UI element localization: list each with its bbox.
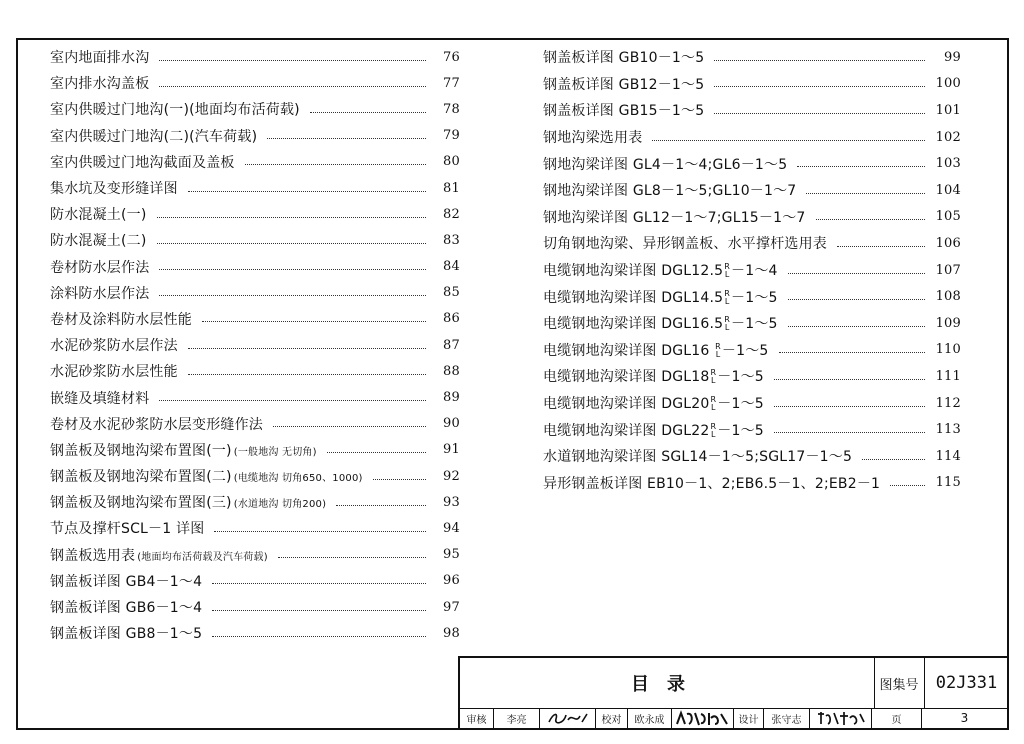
toc-entry [50, 515, 460, 541]
toc-entry [543, 177, 961, 204]
page-label: 页 [872, 708, 922, 728]
toc-entry [50, 384, 460, 410]
check-signature-icon [675, 710, 731, 727]
toc-entry [543, 150, 961, 177]
fraction-top: R [724, 262, 731, 272]
toc-entry-title [50, 414, 263, 434]
toc-entry-page: 96 [443, 573, 460, 589]
toc-entry-page: 104 [935, 182, 961, 198]
toc-entry-title [543, 207, 806, 227]
check-label: 校对 [596, 708, 628, 728]
toc-entry-page: 81 [443, 180, 460, 196]
toc-entry-title [50, 597, 202, 617]
toc-entry [50, 149, 460, 175]
toc-entry-title-suffix: －1～5 [731, 289, 778, 306]
toc-entry-title [50, 309, 192, 329]
toc-entry-title-text: 钢盖板详图 GB15－1～5 [543, 103, 705, 120]
toc-entry-title-text: 水泥砂浆防水层性能 [50, 364, 178, 381]
toc-entry-title-text: 涂料防水层作法 [50, 285, 150, 302]
dot-leader [837, 246, 925, 247]
toc-entry-title [50, 492, 326, 512]
toc-entry-title-suffix: －1～5 [717, 396, 764, 413]
toc-entry-title [50, 152, 235, 172]
toc-entry-title-suffix: －1～5 [721, 342, 769, 359]
toc-entry-note: (水道地沟 切角200) [233, 499, 327, 511]
toc-entry-title-text: 钢盖板详图 GB4－1～4 [50, 573, 203, 590]
toc-entry-page: 77 [443, 75, 460, 91]
toc-entry-title-text: 电缆钢地沟梁详图 DGL18 [543, 369, 710, 386]
toc-entry-title [543, 180, 796, 200]
review-signature-icon [546, 710, 590, 726]
toc-entry-title-text: 电缆钢地沟梁详图 DGL16.5 [543, 316, 724, 333]
design-label: 设计 [734, 708, 764, 728]
toc-entry-title-text: 防水混凝土(二) [50, 233, 147, 250]
review-label: 审核 [460, 708, 494, 728]
toc-entry-page: 88 [443, 363, 460, 379]
dot-leader [890, 485, 925, 486]
toc-entry-title [543, 393, 764, 413]
dot-leader [214, 531, 426, 532]
dot-leader [652, 140, 925, 141]
check-name: 欧永成 [628, 708, 672, 728]
check-signature [672, 708, 734, 728]
toc-entry [50, 280, 460, 306]
design-signature [810, 708, 872, 728]
toc-entry-title-text: 室内排水沟盖板 [50, 76, 150, 93]
toc-entry [50, 620, 460, 646]
toc-entry [543, 283, 961, 310]
toc-entry-title [50, 283, 149, 303]
toc-entry-note: (地面均布活荷载及汽车荷载) [137, 551, 268, 563]
atlas-number: 02J331 [935, 673, 998, 693]
fraction-top: R [724, 315, 731, 325]
fraction-bottom: L [724, 296, 730, 306]
toc-entry-page: 86 [443, 311, 460, 327]
toc-entry-title [543, 473, 880, 493]
dot-leader [212, 583, 426, 584]
rl-fraction [724, 263, 730, 279]
toc-entry-title-text: 钢盖板选用表 [50, 547, 136, 564]
dot-leader [159, 60, 426, 61]
toc-entry-title [50, 99, 300, 119]
toc-entry [50, 489, 460, 515]
fraction-bottom: L [711, 403, 716, 413]
toc-entry-title-text: 室内供暖过门地沟(一)(地面均布活荷载) [50, 102, 300, 119]
fraction-bottom: L [724, 270, 730, 280]
toc-entry-title [50, 335, 178, 355]
dot-leader [212, 610, 426, 611]
page-number: 3 [960, 711, 969, 725]
title-block-signature-row [460, 708, 1007, 728]
toc-entry-title-text: 电缆钢地沟梁详图 DGL16 [543, 342, 715, 359]
fraction-bottom: L [715, 349, 721, 359]
toc-entry-page: 95 [443, 547, 460, 563]
toc-entry-page: 113 [935, 422, 961, 438]
toc-entry-title [50, 571, 202, 591]
dot-leader [157, 243, 426, 244]
dot-leader [188, 348, 426, 349]
toc-entry-title-text: 电缆钢地沟梁详图 DGL22 [543, 422, 710, 439]
toc-entry-title-text: 卷材防水层作法 [50, 259, 150, 276]
toc-entry-title-text: 钢盖板详图 GB6－1～4 [50, 600, 203, 617]
review-signature [540, 708, 596, 728]
toc-entry-page: 109 [935, 315, 961, 331]
fraction-top: R [710, 368, 717, 378]
review-name: 李亮 [494, 708, 540, 728]
toc-entry [50, 96, 460, 122]
toc-entry-title-text: 室内供暖过门地沟(二)(汽车荷载) [50, 128, 258, 145]
toc-entry-title [543, 446, 852, 466]
toc-entry-title [50, 47, 149, 67]
toc-entry [543, 337, 961, 364]
dot-leader [188, 374, 426, 375]
toc-entry-title-text: 防水混凝土(一) [50, 207, 147, 224]
toc-entry-page: 82 [443, 206, 460, 222]
toc-entry-page: 78 [443, 101, 460, 117]
dot-leader [714, 113, 925, 114]
toc-entry [543, 443, 961, 470]
dot-leader [157, 217, 426, 218]
title-block [458, 656, 1009, 730]
toc-entry-title [50, 388, 149, 408]
dot-leader [714, 86, 925, 87]
toc-entry-page: 105 [935, 209, 961, 225]
dot-leader [212, 636, 426, 637]
toc-entry-title-text: 电缆钢地沟梁详图 DGL20 [543, 396, 710, 413]
dot-leader [779, 352, 925, 353]
toc-entry-title [50, 623, 202, 643]
toc-entry-title-suffix: －1～4 [731, 263, 778, 280]
rl-fraction [711, 369, 717, 385]
dot-leader [336, 505, 426, 506]
toc-entry [543, 124, 961, 151]
toc-entry-title-text: 切角钢地沟梁、异形钢盖板、水平撑杆选用表 [543, 236, 827, 253]
toc-entry [50, 463, 460, 489]
dot-leader [774, 406, 925, 407]
toc-entry-title-text: 室内地面排水沟 [50, 50, 150, 67]
toc-entry-page: 87 [443, 337, 460, 353]
dot-leader [714, 60, 925, 61]
toc-entry [543, 257, 961, 284]
title-block-top-row [460, 658, 1007, 709]
toc-entry [50, 542, 460, 568]
toc-entry-title-text: 水道钢地沟梁详图 SGL14－1～5;SGL17－1～5 [543, 449, 853, 466]
toc-entry-title [50, 126, 257, 146]
dot-leader [273, 426, 426, 427]
toc-entry-page: 99 [944, 49, 961, 65]
toc-entry-title-text: 钢盖板及钢地沟梁布置图(二) [50, 469, 232, 486]
toc-entry-title [50, 257, 149, 277]
toc-entry-page: 83 [443, 232, 460, 248]
dot-leader [797, 166, 925, 167]
toc-entry [543, 44, 961, 71]
toc-entry-title [543, 233, 827, 253]
toc-entry-title-text: 电缆钢地沟梁详图 DGL12.5 [543, 263, 724, 280]
fraction-top: R [715, 341, 721, 351]
toc-entry-title-text: 卷材及水泥砂浆防水层变形缝作法 [50, 416, 263, 433]
atlas-number-label: 图集号 [874, 658, 925, 708]
toc-entry-title [50, 204, 147, 224]
toc-entry-page: 80 [443, 154, 460, 170]
dot-leader [310, 112, 426, 113]
dot-leader [774, 432, 925, 433]
toc-entry-title-text: 水泥砂浆防水层作法 [50, 338, 178, 355]
toc-entry-page: 106 [935, 235, 961, 251]
toc-entry-title-text: 节点及撑杆SCL－1 详图 [50, 521, 205, 538]
dot-leader [188, 191, 426, 192]
toc-entry-title-text: 钢盖板及钢地沟梁布置图(一) [50, 442, 232, 459]
toc-entry-title [50, 178, 178, 198]
toc-entry-title-text: 室内供暖过门地沟截面及盖板 [50, 154, 235, 171]
dot-leader [159, 400, 426, 401]
toc-entry-page: 92 [443, 468, 460, 484]
toc-entry-title [50, 230, 147, 250]
toc-entry [543, 390, 961, 417]
toc-entry-page: 84 [443, 259, 460, 275]
toc-entry-title [543, 340, 769, 360]
dot-leader [278, 557, 426, 558]
design-name: 张守志 [764, 708, 810, 728]
toc-entry-title [50, 545, 268, 565]
toc-entry-title [543, 74, 704, 94]
toc-entry-title-suffix: －1～5 [731, 316, 778, 333]
toc-entry-page: 108 [935, 289, 961, 305]
dot-leader [159, 269, 426, 270]
toc-entry [50, 201, 460, 227]
toc-entry-page: 76 [443, 49, 460, 65]
toc-entry [50, 437, 460, 463]
toc-entry-title-text: 钢地沟梁详图 GL8－1～5;GL10－1～7 [543, 183, 797, 200]
toc-entry-title [50, 440, 317, 460]
toc-entry-title-suffix: －1～5 [717, 369, 764, 386]
toc-entry [50, 306, 460, 332]
toc-entry-title [543, 127, 642, 147]
toc-entry-title-text: 钢盖板详图 GB12－1～5 [543, 76, 705, 93]
toc-entry [50, 227, 460, 253]
toc-entry-title-text: 异形钢盖板详图 EB10－1、2;EB6.5－1、2;EB2－1 [543, 475, 881, 492]
toc-entry-page: 112 [935, 395, 961, 411]
toc-entry-note: (电缆地沟 切角650、1000) [233, 473, 363, 485]
sheet-title: 目录 [460, 658, 875, 708]
toc-entry-page: 115 [935, 475, 961, 491]
toc-entry-page: 110 [935, 342, 961, 358]
toc-entry-title-suffix: －1～5 [717, 422, 764, 439]
dot-leader [159, 86, 426, 87]
toc-entry [543, 230, 961, 257]
dot-leader [816, 219, 925, 220]
toc-entry [50, 70, 460, 96]
toc-left-column [50, 44, 460, 646]
fraction-top: R [724, 288, 731, 298]
toc-entry-page: 90 [443, 416, 460, 432]
toc-entry-title [543, 260, 778, 280]
toc-entry [50, 254, 460, 280]
toc-entry [543, 204, 961, 231]
fraction-bottom: L [711, 429, 716, 439]
toc-entry-title-text: 电缆钢地沟梁详图 DGL14.5 [543, 289, 724, 306]
toc-entry [543, 470, 961, 497]
toc-entry-title [50, 466, 363, 486]
dot-leader [373, 479, 426, 480]
toc-entry [50, 358, 460, 384]
dot-leader [788, 326, 925, 327]
toc-entry-page: 89 [443, 390, 460, 406]
toc-entry-page: 79 [443, 128, 460, 144]
fraction-top: R [710, 395, 717, 405]
toc-entry [50, 123, 460, 149]
fraction-top: R [710, 421, 717, 431]
toc-entry-title [543, 366, 764, 386]
toc-entry-page: 107 [935, 262, 961, 278]
toc-entry-title [50, 518, 204, 538]
toc-entry-title [50, 361, 178, 381]
toc-entry-page: 100 [935, 76, 961, 92]
toc-entry [50, 332, 460, 358]
dot-leader [327, 452, 426, 453]
toc-entry-page: 94 [443, 520, 460, 536]
toc-entry-page: 114 [935, 448, 961, 464]
rl-fraction [711, 423, 717, 439]
toc-entry-title-text: 钢地沟梁详图 GL12－1～7;GL15－1～7 [543, 209, 806, 226]
toc-entry-page: 85 [443, 285, 460, 301]
toc-entry-page: 101 [935, 102, 961, 118]
toc-entry [50, 44, 460, 70]
toc-entry-page: 91 [443, 442, 460, 458]
toc-entry [50, 411, 460, 437]
toc-entry-page: 93 [443, 494, 460, 510]
toc-entry [543, 310, 961, 337]
toc-right-column [543, 44, 961, 496]
toc-entry-page: 102 [935, 129, 961, 145]
dot-leader [862, 459, 925, 460]
toc-entry-title [543, 47, 704, 67]
toc-entry-title [543, 313, 778, 333]
toc-entry-title [50, 73, 149, 93]
toc-entry-title-text: 集水坑及变形缝详图 [50, 181, 178, 198]
toc-entry [50, 594, 460, 620]
dot-leader [267, 138, 426, 139]
toc-entry-title [543, 100, 704, 120]
toc-entry-title-text: 钢地沟梁选用表 [543, 130, 643, 147]
toc-entry [543, 71, 961, 98]
rl-fraction [724, 290, 730, 306]
fraction-bottom: L [724, 323, 730, 333]
dot-leader [806, 193, 925, 194]
rl-fraction [715, 343, 721, 359]
toc-entry-note: (一般地沟 无切角) [233, 446, 317, 458]
dot-leader [202, 321, 426, 322]
toc-entry-title-text: 钢盖板及钢地沟梁布置图(三) [50, 495, 232, 512]
toc-entry-title [543, 420, 764, 440]
design-signature-icon [816, 710, 866, 726]
toc-entry-title-text: 钢盖板详图 GB10－1～5 [543, 50, 705, 67]
toc-entry [543, 363, 961, 390]
toc-entry-title-text: 嵌缝及填缝材料 [50, 390, 150, 407]
toc-entry-title-text: 钢盖板详图 GB8－1～5 [50, 626, 203, 643]
dot-leader [788, 299, 925, 300]
rl-fraction [724, 316, 730, 332]
toc-entry [50, 568, 460, 594]
toc-entry-page: 97 [443, 599, 460, 615]
toc-entry-title-text: 卷材及涂料防水层性能 [50, 311, 192, 328]
toc-entry-page: 111 [935, 368, 961, 384]
dot-leader [159, 295, 426, 296]
dot-leader [245, 164, 426, 165]
toc-entry-title-text: 钢地沟梁详图 GL4－1～4;GL6－1～5 [543, 156, 788, 173]
fraction-bottom: L [711, 376, 716, 386]
toc-entry [50, 175, 460, 201]
rl-fraction [711, 396, 717, 412]
dot-leader [788, 273, 925, 274]
toc-entry-page: 103 [935, 156, 961, 172]
toc-entry [543, 416, 961, 443]
toc-entry [543, 97, 961, 124]
dot-leader [774, 379, 925, 380]
toc-entry-title [543, 154, 787, 174]
toc-entry-title [543, 287, 778, 307]
toc-entry-page: 98 [443, 625, 460, 641]
